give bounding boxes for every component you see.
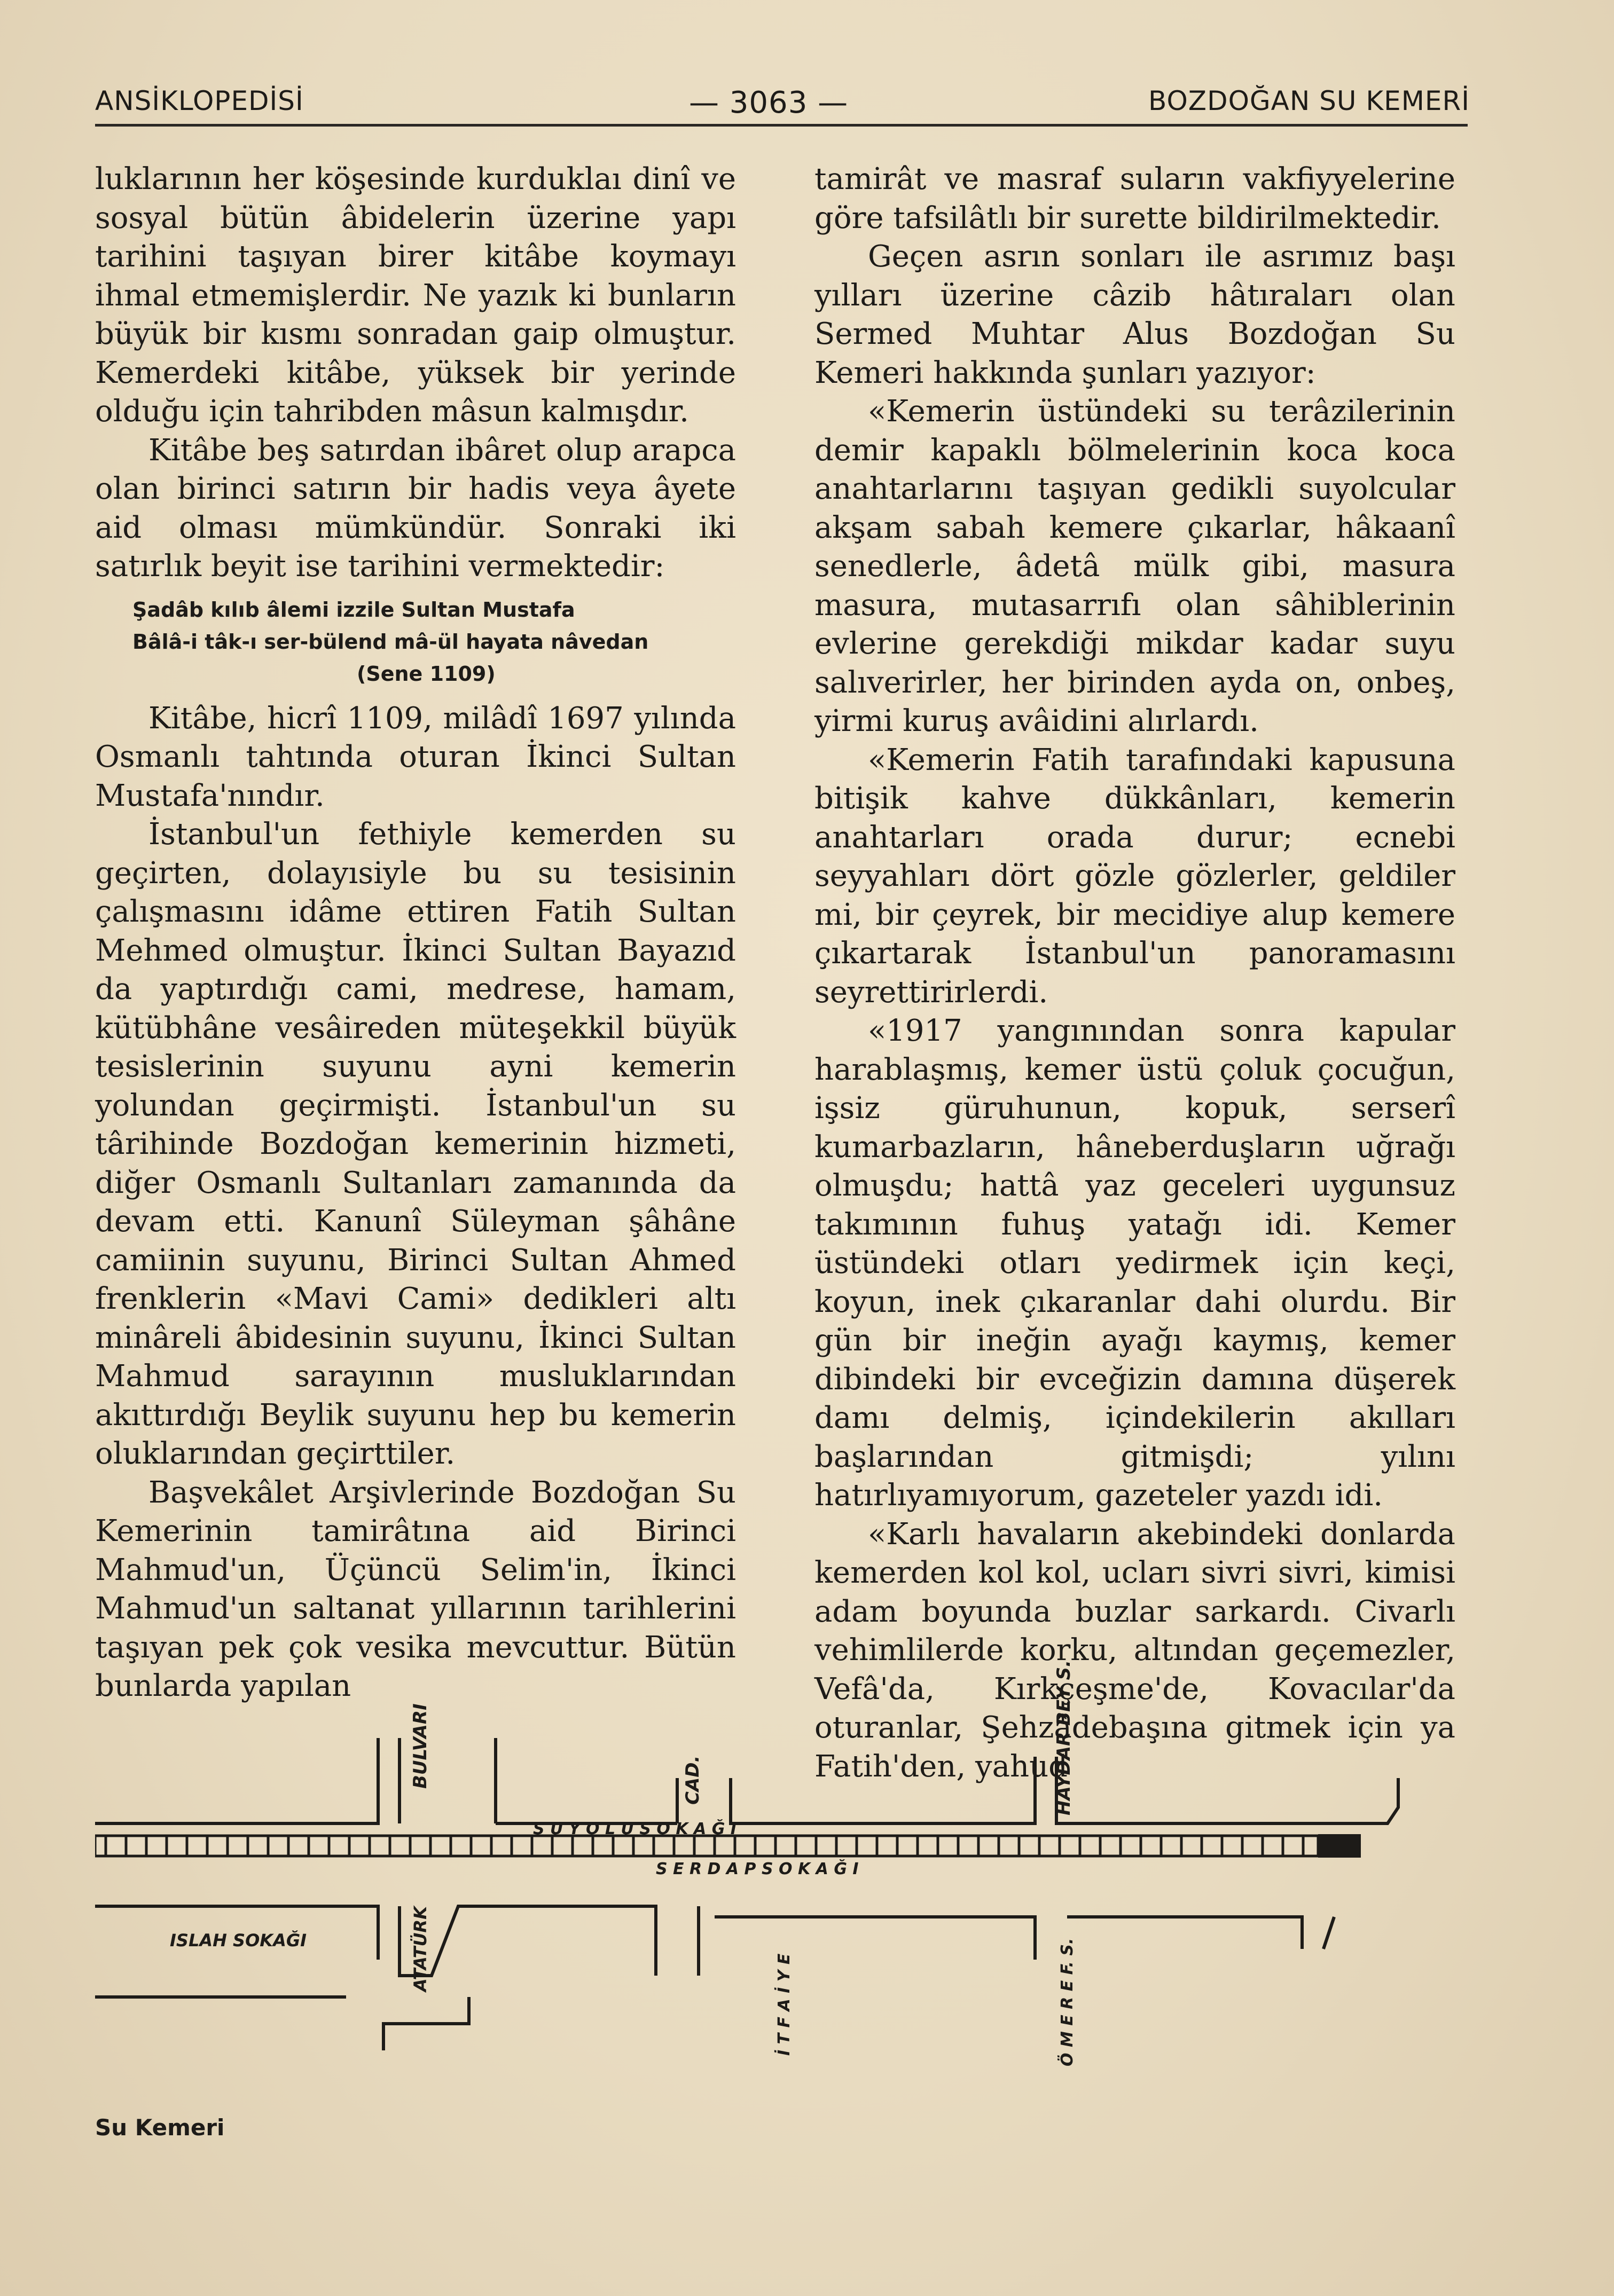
map-label-haydar-bey: HAYDAR BEY S. — [1053, 1660, 1075, 1815]
paragraph: Başvekâlet Arşivlerinde Bozdoğan Su Kemerinin tamirâtına aid Birinci Mahmud'un, Üçüncü Selim'in, İkinci Mahmud'un saltanat yıllarının tarihlerini taşıyan pek çok vesika mevcuttur. Bütün bunlarda yapılan — [95, 1475, 736, 1703]
paragraph: Kitâbe, hicrî 1109, milâdî 1697 yılında Osmanlı tahtında oturan İkinci Sultan Mustafa'nındır. — [95, 701, 736, 813]
map-label-serdap: S E R D A P S O K A Ğ I — [656, 1860, 859, 1878]
page-number: — 3063 — — [689, 85, 849, 120]
verse-date: (Sene 1109) — [357, 662, 496, 686]
paragraph: İstanbul'un fethiyle kemerden su geçirten, dolayısiyle bu su tesisinin çalışmasını idâme ettiren Fatih Sultan Mehmed olmuştur. İkinci Sultan Bayazıd da yaptırdığı cami, medrese, hamam, kütübhâne vesâireden müteşekkil büyük tesislerinin suyunu ayni kemerin yolundan geçirmişti. İstanbul'un su târihinde Bozdoğan kemerinin hizmeti, diğer Osmanlı Sultanları zamanında da devam etti. Kanunî Süleyman şâhâne camiinin suyunu, Birinci Sultan Ahmed frenklerin «Mavi Cami» dedikleri altı minâreli âbidesinin suyunu, İkinci Sultan Mahmud sarayının musluklarından akıttırdığı Beylik suyunu hep bu kemerin oluklarından geçirttiler. — [95, 817, 736, 1471]
paragraph: «1917 yangınından sonra kapular harablaşmış, kemer üstü çoluk çocuğun, işsiz güruhunun, kopuk, serserî kumarbazların, hâneberduşların uğrağı olmuşdu; hattâ yaz geceleri uygunsuz takımının fuhuş yatağı idi. Kemer üstündeki otları yedirmek için keçi, koyun, inek çıkaranlar dahi olurdu. Bir gün bir ineğin ayağı kaymış, kemer dibindeki bir evceğizin damına düşerek damı delmiş, içindekilerin akılları başlarından gitmişdi; yılını hatırlıyamıyorum, gazeteler yazdı idi. — [814, 1013, 1455, 1513]
map-label-ataturk: ATATÜRK — [410, 1906, 430, 1992]
paragraph: tamirât ve masraf suların vakfiyyelerine göre tafsilâtlı bir surette bildirilmektedir. — [814, 162, 1455, 235]
verse-line: Şadâb kılıb âlemi izzile Sultan Mustafa — [132, 597, 575, 622]
paragraph: «Kemerin üstündeki su terâzilerinin demir kapaklı bölmelerinin koca koca anahtarlarını taşıyan gedikli suyolcular akşam sabah kemere çıkarlar, hâkaanî senedlerle, âdetâ mülk gibi, masura masura, mutasarrıfı olan sâhiblerinin evlerine gerekdiği mikdar kadar suyu salıverirler, her birinden ayda on, onbeş, yirmi kuruş avâidini alırlardı. — [814, 394, 1455, 738]
map-label-islah: ISLAH SOKAĞI — [170, 1930, 307, 1951]
running-header-right: BOZDOĞAN SU KEMERİ — [1148, 85, 1470, 116]
figure-caption: Su Kemeri — [95, 2114, 225, 2141]
inscription-verse — [95, 594, 736, 690]
map-label-cad: CAD. — [682, 1755, 703, 1805]
map-label-bulvari: BULVARI — [410, 1703, 431, 1789]
verse-line: Bâlâ-i tâk-ı ser-bülend mâ-ül hayata nâvedan — [132, 630, 649, 654]
right-column — [814, 160, 1455, 1786]
left-column — [95, 160, 736, 1706]
header-rule — [95, 124, 1468, 127]
paragraph: «Karlı havaların akebindeki donlarda kemerden kol kol, ucları sivri sivri, kimisi adam boyunda buzlar sarkardı. Civarlı vehimlilerde korku, altından geçemezler, Vefâ'da, Kırkçeşme'de, Kovacılar'da oturanlar, Şehzâdebaşına gitmek için ya Fatih'den, yahud — [814, 1516, 1455, 1784]
paragraph: «Kemerin Fatih tarafındaki kapusuna bitişik kahve dükkânları, kemerin anahtarları orada durur; ecnebi seyyahları dört gözle gözlerler, geldiler mi, bir çeyrek, bir mecidiye alup kemere çıkartarak İstanbul'un panoramasını seyrettirirlerdi. — [814, 742, 1455, 1010]
map-label-omer-ef: Ö M E R E F. S. — [1058, 1938, 1077, 2066]
paragraph: Geçen asrın sonları ile asrımız başı yılları üzerine câzib hâtıraları olan Sermed Muhtar Alus Bozdoğan Su Kemeri hakkında şunları yazıyor: — [814, 239, 1455, 390]
paragraph: Kitâbe beş satırdan ibâret olup arapca olan birinci satırın bir hadis veya âyete aid olması mümkündür. Sonraki iki satırlık beyit ise tarihini vermektedir: — [95, 433, 736, 584]
aqueduct-street-map — [95, 1629, 1468, 2109]
map-label-itfaiye: İ T F A İ Y E — [775, 1953, 794, 2056]
map-label-su-yolu: S U Y O L U S O K A Ğ I — [533, 1820, 737, 1838]
paragraph: luklarının her köşesinde kurduklaı dinî ve sosyal bütün âbidelerin üzerine yapı tarihini taşıyan birer kitâbe koymayı ihmal etmemişlerdir. Ne yazık ki bunların büyük bir kısmı sonradan gaip olmuştur. Kemerdeki kitâbe, yüksek bir yerinde olduğu için tahribden mâsun kalmışdır. — [95, 162, 736, 429]
running-header-left: ANSİKLOPEDİSİ — [95, 85, 304, 116]
